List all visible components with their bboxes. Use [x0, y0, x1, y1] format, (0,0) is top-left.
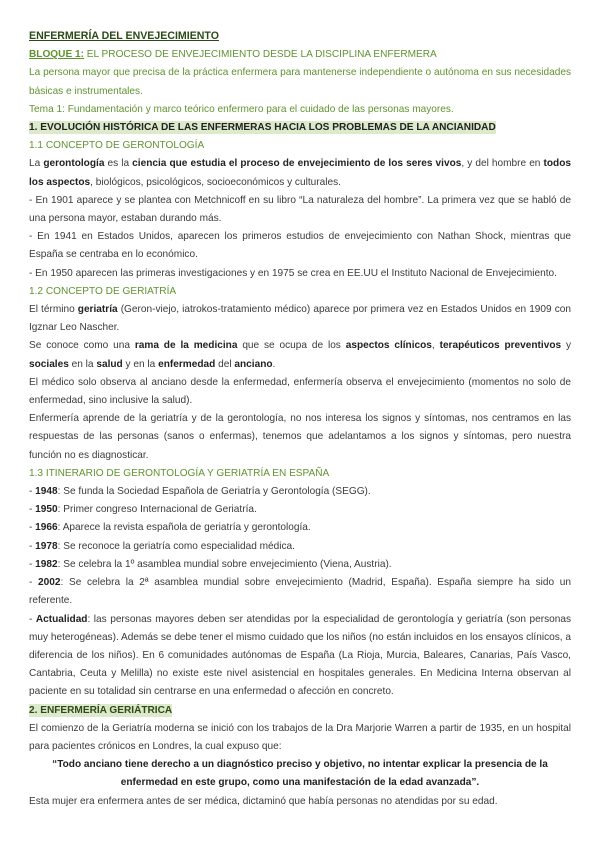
- document-page: [29, 27, 571, 811]
- itinerary-item: - 1966: Aparece la revista española de geriatría y gerontología.: [29, 522, 311, 534]
- intro-paragraph: La persona mayor que precisa de la práctica enfermera para mantenerse independiente o autónoma en sus necesidades básicas e instrumentales.: [29, 67, 571, 97]
- bloque-heading: BLOQUE 1: EL PROCESO DE ENVEJECIMIENTO DESDE LA DISCIPLINA ENFERMERA: [29, 49, 437, 61]
- section-1-heading: 1. EVOLUCIÓN HISTÓRICA DE LAS ENFERMERAS HACIA LOS PROBLEMAS DE LA ANCIANIDAD: [29, 122, 496, 134]
- enfermeria-aprende: Enfermería aprende de la geriatría y de la gerontología, no nos interesa los signos y síntomas, nos centramos en las respuestas de las personas (sanos o enfermas), tenemos que adelantamos a los signos y síntomas, pero nuestra función no es diagnosticar.: [29, 413, 571, 461]
- itinerary-item: - Actualidad: las personas mayores deben ser atendidas por la especialidad de gerontología y geriatría (son personas muy heterogéneas). Además se debe tener el mismo cuidado que los niños (no están incluidos en los ensayos clínicos, a diferencia de los niños). En 6 comunidades autónomas de España (La Rioja, Murcia, Baleares, Canarias, País Vasco, Cantabria, Ceuta y Melilla) no existe este nivel asistencial en hospitales generales. En Medicina Interna observan al paciente en su totalidad sin centrarse en una enfermedad o afección en concreto.: [29, 613, 572, 698]
- gerontologia-bullet-1901: - En 1901 aparece y se plantea con Metchnicoff en su libro “La naturaleza del hombre”. La primera vez que se habló de una persona mayor, estaban durando más.: [29, 194, 571, 225]
- tema-heading: Tema 1: Fundamentación y marco teórico enfermero para el cuidado de las personas mayores.: [29, 103, 454, 115]
- warren-quote: “Todo anciano tiene derecho a un diagnóstico preciso y objetivo, no intentar explicar la presencia de la enfermedad en este grupo, como una manifestación de la edad avanzada”.: [52, 759, 548, 789]
- section-1-3-heading: 1.3 ITINERARIO DE GERONTOLOGÍA Y GERIATRÍA EN ESPAÑA: [29, 467, 330, 479]
- itinerary-item: - 2002: Se celebra la 2ª asamblea mundial sobre envejecimiento (Madrid, España). España siempre ha sido un referente.: [29, 577, 572, 607]
- itinerary-item: - 1948: Se funda la Sociedad Española de Geriatría y Gerontología (SEGG).: [29, 486, 371, 498]
- gerontologia-bullet-1950: - En 1950 aparecen las primeras investigaciones y en 1975 se crea en EE.UU el Instituto Nacional de Envejecimiento.: [29, 267, 557, 279]
- gerontologia-definition: La gerontología es la ciencia que estudia el proceso de envejecimiento de los seres vivos, y del hombre en todos los aspectos, biológicos, psicológicos, socioeconómicos y culturales.: [29, 158, 571, 188]
- warren-closing: Esta mujer era enfermera antes de ser médica, dictaminó que había personas no atendidas por su edad.: [29, 795, 498, 807]
- geriatria-term: El término geriatría (Geron-viejo, iatrokos-tratamiento médico) aparece por primera vez en Estados Unidos en 1909 con Igznar Leo Nascher.: [29, 304, 571, 334]
- itinerary-item: - 1982: Se celebra la 1º asamblea mundial sobre envejecimiento (Viena, Austria).: [29, 558, 392, 570]
- section-2-heading: 2. ENFERMERÍA GERIÁTRICA: [29, 704, 173, 716]
- medico-vs-enfermeria: El médico solo observa al anciano desde la enfermedad, enfermería observa el envejecimiento (momentos no solo de enfermedad, sino inclusive la salud).: [29, 376, 571, 407]
- gerontologia-bullet-1941: - En 1941 en Estados Unidos, aparecen los primeros estudios de envejecimiento con Nathan Shock, mientras que España se centraba en lo económico.: [29, 231, 571, 261]
- itinerary-item: - 1978: Se reconoce la geriatría como especialidad médica.: [29, 540, 295, 552]
- section-1-1-heading: 1.1 CONCEPTO DE GERONTOLOGÍA: [29, 140, 205, 152]
- document-title: ENFERMERÍA DEL ENVEJECIMIENTO: [29, 30, 219, 42]
- itinerary-item: - 1950: Primer congreso Internacional de Geriatría.: [29, 504, 257, 516]
- section-1-2-heading: 1.2 CONCEPTO DE GERIATRÍA: [29, 285, 177, 297]
- geriatria-definition: Se conoce como una rama de la medicina que se ocupa de los aspectos clínicos, terapéuticos preventivos y sociales en la salud y en la enfermedad del anciano.: [29, 340, 572, 370]
- warren-paragraph: El comienzo de la Geriatría moderna se inició con los trabajos de la Dra Marjorie Warren a partir de 1935, en un hospital para pacientes crónicos en Londres, la cual expuso que:: [29, 722, 571, 752]
